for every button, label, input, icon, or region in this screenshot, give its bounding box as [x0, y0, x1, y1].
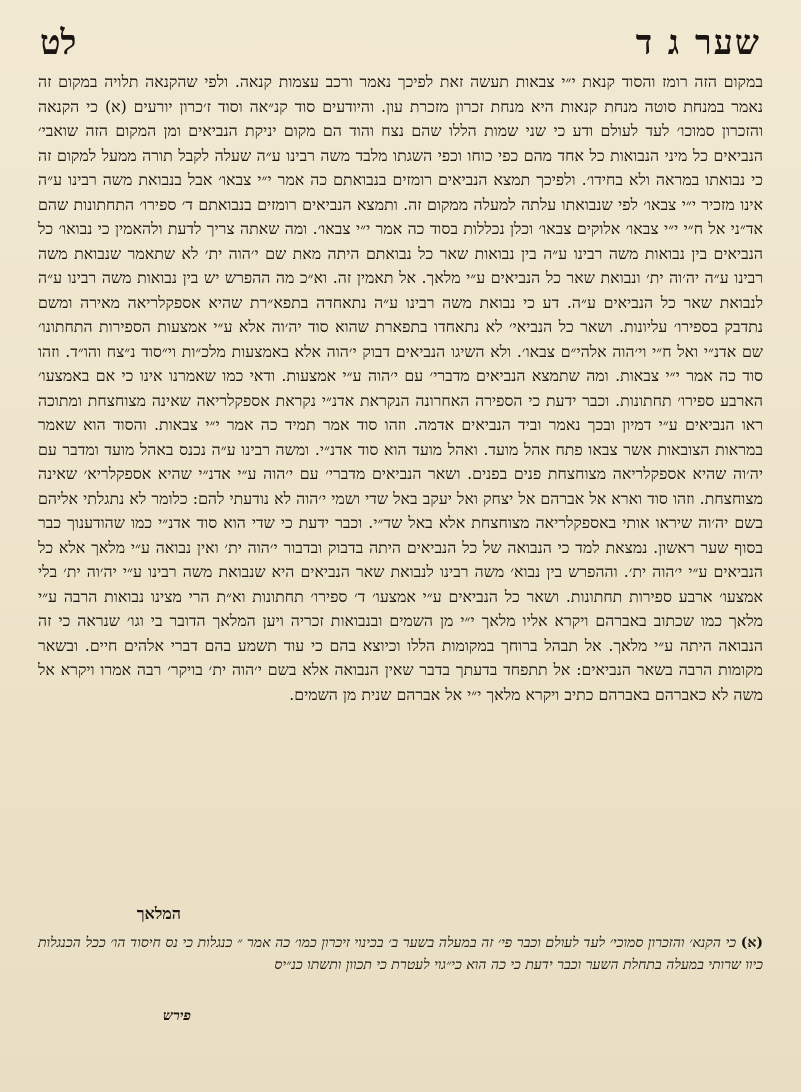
footnote-paragraph [38, 932, 763, 976]
folio-number: לט [40, 23, 77, 63]
footnote [38, 932, 763, 976]
bottom-catchword: פירש [162, 1008, 191, 1024]
footnote-text: כי הקנא׳ והזכרון סמוכי׳ לעד לעולם וכבר פי׳ זה במעלה בשער ב׳ בכינוי זיכרון כמו׳ כה אמר ״ כנגלות כי נס חיסוד הו׳ ככל הכנגלות כיוו שרותי במעלה בתחלת השער וכבר ידעת כי כה הוא כי״גוי לעטרת כי תכוון ותשתו כנ״יס [38, 935, 763, 973]
catchword: המלאך [136, 904, 181, 923]
main-text [38, 70, 763, 707]
footnote-mark: (א) [740, 935, 763, 951]
page-header [40, 18, 761, 68]
running-title: שער ג ד [635, 23, 761, 63]
main-paragraph: במקום הזה רומז והסוד קנאת י״י צבאות תעשה זאת לפיכך נאמר ורכב עצמות קנאה. ולפי שהקנאה תלויה במקום זה נאמר במנחת סוטה מנחת קנאות היא מנחת זכרון מזכרת עון. והיודעים סוד קנ״אה וסוד ז׳כרון יורעים (א) כי הקנאה והזכרון סמוכו׳ לעד לעולם ודע כי שני שמות הללו שהם נצח והוד הם מקום יניקת הנביאים ומן המקום הזה שואבי׳ הנביאים כל מיני הנבואות כל אחד מהם כפי כוחו וכפי השגתו מלבד משה רבינו ע״ה שעלה לקבל תורה ממעל למקום זה כי נבואתו במראה ולא בחידו׳. ולפיכך תמצא הנביאים רומזים בנבואתם כה אמר י״י צבאו׳ אבל בנבואת משה רבינו ע״ה אינו מזכיר י״י צבאו׳ לפי שנבואתו עלתה למעלה ממקום זה. ותמצא הנביאים רומזים בנבואתם ד׳ ספירו׳ התחתונות שהם אד״ני אל ח״י י״י צבאו׳ אלוקים צבאו׳ וכלן נכללות בסוד כה אמר י״י צבאו׳. ומה שאתה צריך לדעת ולהאמין כי נבואו׳ כל הנביאים בין נבואות משה רבינו ע״ה בין נבואות שאר כל נבואתם היתה מאת שם י׳הוה ית׳ לא שתאמר שנבואת משה רבינו ע״ה יה׳וה ית׳ ונבואת שאר כל הנביאים ע״י מלאך. אל תאמין זה. וא״כ מה ההפרש יש בין נבואות משה רבינו ע״ה לנבואת שאר כל הנביאים ע״ה. דע כי נבואת משה רבינו ע״ה נתאחדה בתפא״רת שהיא אספקלריאה מאירה ומשם נתדבק בספירו׳ עליונות. ושאר כל הנביאי׳ לא נתאחדו בתפארת שהוא סוד יה׳וה אלא ע״י אמצעות הספירות התחתונו׳ שם אדנ״י ואל ח״י וי׳הוה אלהי״ם צבאו׳. ולא השיגו הנביאים דבוק י׳הוה אלא באמצעות מלכ״ות וי״סוד נ״צח והו״ד. וזהו סוד כה אמר י״י צבאות. ומה שתמצא הנביאים מדברי׳ עם י׳הוה ע״י אמצעות. ודאי כמו שאמרנו אינו כי אם באמצעו׳ הארבע ספירו׳ תחתונות. וכבר ידעת כי הספירה האחרונה הנקראת אדנ״י נקראת אספקלריאה שאינה מצוחצחת ומתוכה ראו הנביאים ע״י דמיון ובכך נאמר וביד הנביאים אדמה. וזהו סוד אמר תמיד כה אמר י״י צבאות. והסוד הוא שאמר במראות הצובאות אשר צבאו פתח אהל מועד. ואהל מועד הוא סוד אדנ״י. ומשה רבינו ע״ה נכנס באהל מועד ומדבר עם יה׳וה שהיא אספקלריאה מצוחצחת פנים בפנים. ושאר הנביאים מדברי׳ עם י׳הוה ע״י אדנ״י שהיא אספקלריא׳ שאינה מצוחצחת. וזהו סוד וארא אל אברהם אל יצחק ואל יעקב באל שדי ושמי י׳הוה לא נודעתי להם: כלומר לא נתגלתי אליהם בשם יה׳וה שיראו אותי באספקלריאה מצוחצחת אלא באל שד״י. וכבר ידעת כי שדי הוא סוד אדנ״י כמו שהודענוך כבר בסוף שער ראשון. נמצאת למד כי הנבואה של כל הנביאים היתה בדבוק ובדבור י׳הוה ית׳ ואין נבואה ע״י מלאך אלא כל הנביאים ע״י י׳הוה ית׳. וההפרש בין נבוא׳ משה רבינו לנבואת שאר הנביאים היא שנבואת משה רבינו ע״י יה׳וה ית׳ בלי אמצעו׳ ארבע ספירות תחתונות. ושאר כל הנביאים ע״י אמצעו׳ ד׳ ספירו׳ תחתונות וא״ת הרי מצינו נבואות הרבה ע״י מלאך כמו שכתוב באברהם ויקרא אליו מלאך י״י מן השמים ובנבואות זכריה ויען המלאך הדובר בי וגו׳ שנראה כי זה הנבואה היתה ע״י מלאך. אל תבהל ברוחך במקומות הללו וכיוצא בהם כי עוד תשמע בהם דברי אלהים חיים. ובשאר מקומות הרבה בשאר הנביאים: אל תתפחד בדעתך בדבר שאין הנבואה אלא בשם י׳הוה ית׳ בויקר׳ רבה אמרו ויקרא אל משה לא כאברהם באברהם כתיב ויקרא מלאך י״י אל אברהם שנית מן השמים. [38, 72, 763, 704]
